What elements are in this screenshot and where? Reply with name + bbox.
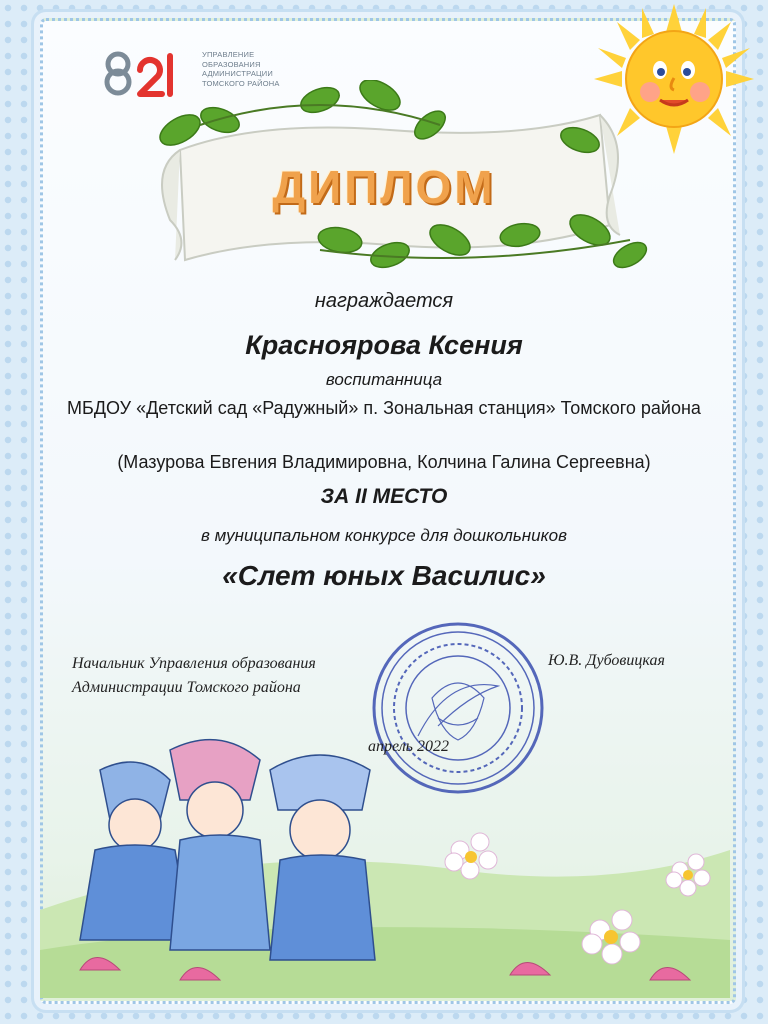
- issue-date: апрель 2022: [368, 738, 449, 755]
- award-place: ЗА II МЕСТО: [320, 485, 448, 508]
- girl-figure: [270, 755, 375, 960]
- contest-name: «Слет юных Василис»: [222, 560, 546, 591]
- logo-line: АДМИНИСТРАЦИИ: [202, 69, 273, 78]
- signer-name: Ю.В. Дубовицкая: [548, 652, 665, 669]
- recipient-role: воспитанница: [325, 370, 443, 389]
- diploma-title: ДИПЛОМ: [272, 161, 496, 213]
- mentors-names: (Мазурова Евгения Владимировна, Колчина Галина Сергеевна): [117, 452, 651, 472]
- logo-line: ОБРАЗОВАНИЯ: [202, 59, 261, 69]
- signer-position-line: Начальник Управления образования: [72, 655, 316, 672]
- awarded-label: награждается: [314, 290, 454, 312]
- signer-position: [72, 652, 372, 700]
- girl-figure: [170, 740, 270, 950]
- logo-line: УПРАВЛЕНИЕ: [202, 50, 255, 59]
- recipient-name: Красноярова Ксения: [245, 330, 523, 360]
- decorative-scene: [40, 730, 730, 998]
- contest-description: в муниципальном конкурсе для дошкольников: [201, 526, 567, 545]
- logo-line: ТОМСКОГО РАЙОНА: [202, 78, 280, 88]
- signer-position-line: Администрации Томского района: [72, 679, 301, 696]
- organization-name: МБДОУ «Детский сад «Радужный» п. Зональная станция» Томского района: [67, 398, 701, 418]
